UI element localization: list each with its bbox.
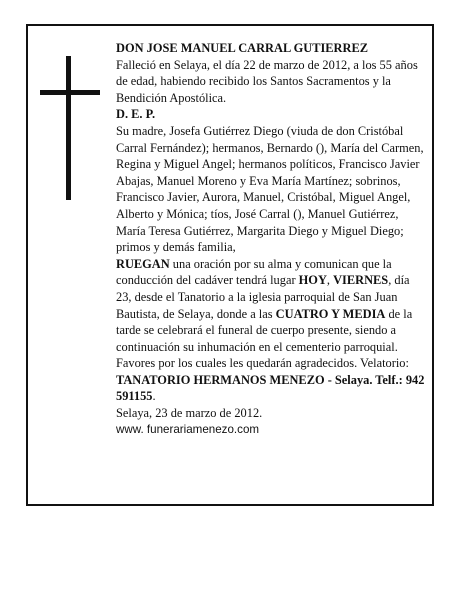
latin-cross-icon (40, 56, 100, 200)
ceremony-time: CUATRO Y MEDIA (275, 306, 386, 321)
dep-line: D. E. P. (116, 107, 156, 122)
ceremony-paragraph: RUEGAN una oración por su alma y comunican que la conducción del cadáver tendrá lugar HOY, VIERNES, día 23, desde el Tanatorio a la iglesia parroquial de San Juan Bautista, de Selaya, donde a las CUATRO Y MEDIA de la tarde se celebrará el funeral de cuerpo presente, siendo a continuación su inhumación en el cementerio parroquial. Favores por los cuales les quedarán agradecidos. Velatorio: TANATORIO HERMANOS MENEZO - Selaya. Telf.: 942 591155. (116, 256, 425, 404)
obituary-notice (26, 24, 434, 506)
death-details: Falleció en Selaya, el día 22 de marzo de 2012, a los 55 años de edad, habiendo recibido los Santos Sacramentos y la Bendición Apostólica. (116, 57, 418, 105)
notice-date: Selaya, 23 de marzo de 2012. (116, 406, 263, 421)
deceased-name: DON JOSE MANUEL CARRAL GUTIERREZ (116, 41, 368, 55)
hoy-word: HOY (298, 273, 327, 288)
wake-location: TANATORIO HERMANOS MENEZO - Selaya. Telf.: 942 591155 (116, 372, 425, 404)
ruegan-word: RUEGAN (116, 256, 170, 271)
notice-text (116, 40, 426, 438)
funeral-home-website[interactable]: www. funerariamenezo.com (116, 422, 260, 436)
viernes-word: VIERNES (333, 273, 389, 288)
family-list: Su madre, Josefa Gutiérrez Diego (viuda de don Cristóbal Carral Fernández); hermanos, Bernardo (), María del Carmen, Regina y Miguel Angel; hermanos políticos, Francisco Javier Abajas, Manuel Moreno y Eva María Martínez; sobrinos, Francisco Javier, Aurora, Manuel, Cristóbal, Miguel Angel, Alberto y Mónica; tíos, José Carral (), Manuel Gutiérrez, María Teresa Gutiérrez, Margarita Diego y Miguel Diego; primos y demás familia, (116, 123, 424, 255)
